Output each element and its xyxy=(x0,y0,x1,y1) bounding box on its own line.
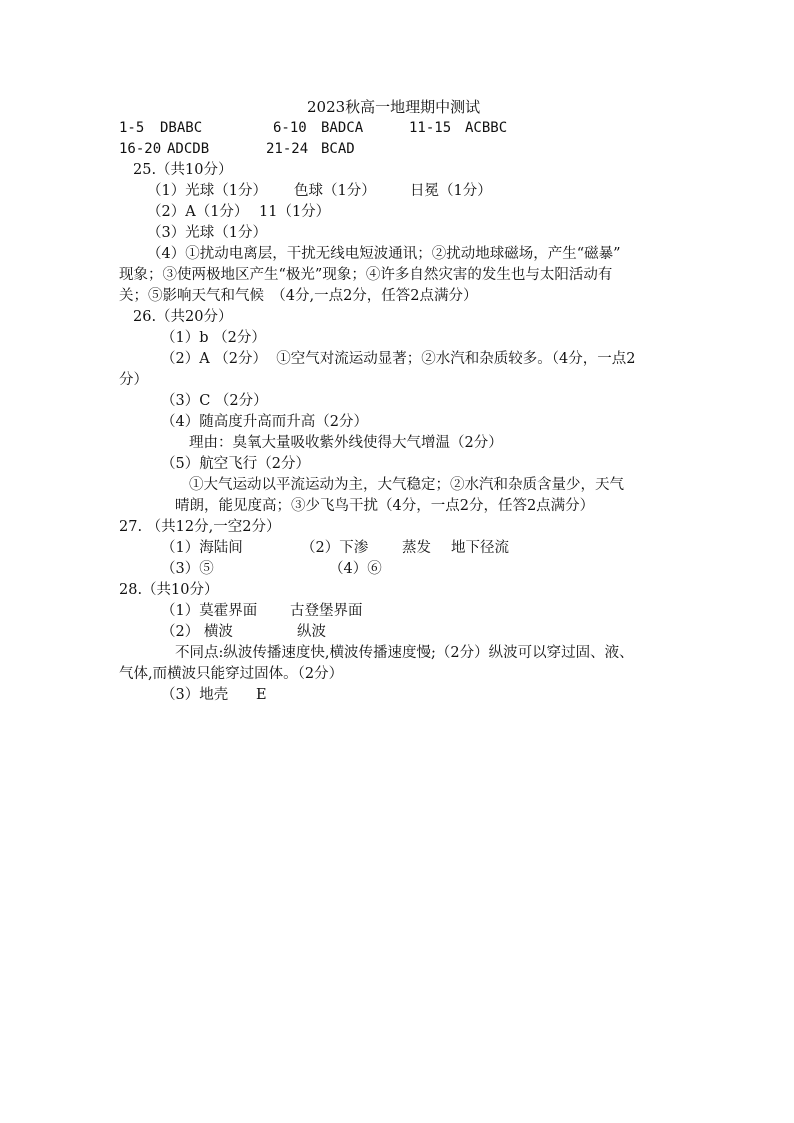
answer-line: 古登堡界面 xyxy=(290,603,363,619)
question-header: 26.（共20分） xyxy=(133,309,233,325)
answer-line: 理由：臭氧大量吸收紫外线使得大气增温（2分） xyxy=(189,435,503,451)
answer-line: （2）下渗 xyxy=(301,540,369,556)
answer-line: （3）⑤ xyxy=(161,561,214,577)
page-title: 2023秋高一地理期中测试 xyxy=(307,98,481,116)
answer-line: （1）光球（1分） xyxy=(147,183,267,199)
answer-line: 11（1分） xyxy=(259,204,331,220)
question-header: 27. （共12分,一空2分） xyxy=(119,519,281,535)
answer-line: （1）莫霍界面 xyxy=(161,603,258,619)
answer-line: 气体,而横波只能穿过固体。（2分） xyxy=(119,666,344,682)
answer-line: 晴朗，能见度高；③少飞鸟干扰（4分，一点2分，任答2点满分） xyxy=(175,498,595,514)
answer-line: 不同点:纵波传播速度快,横波传播速度慢;（2分）纵波可以穿过固、液、 xyxy=(175,645,634,661)
answer-line: （4）①扰动电离层，干扰无线电短波通讯；②扰动地球磁场，产生“磁暴” xyxy=(147,246,621,262)
answer-line: 分） xyxy=(119,372,148,388)
answer-letters: BADCA xyxy=(321,120,364,136)
answer-range: 6-10 xyxy=(273,120,307,136)
question-header: 28.（共10分） xyxy=(119,582,219,598)
answer-letters: ACBBC xyxy=(465,120,508,136)
answer-line: （1）海陆间 xyxy=(161,540,243,556)
answer-line: （2） 横波 xyxy=(161,624,233,640)
answer-range: 11-15 xyxy=(409,120,452,136)
answer-line: （3）C （2分） xyxy=(161,393,268,409)
answer-range: 16-20 xyxy=(119,141,162,157)
answer-line: 纵波 xyxy=(297,624,326,640)
answer-line: 色球（1分） xyxy=(294,183,376,199)
answer-line: （3）光球（1分） xyxy=(147,225,267,241)
answer-line: 日冕（1分） xyxy=(410,183,492,199)
answer-range: 1-5 xyxy=(119,120,145,136)
question-header: 25.（共10分） xyxy=(133,162,233,178)
answer-line: 蒸发 xyxy=(402,540,431,556)
answer-line: （3）地壳 xyxy=(161,687,229,703)
answer-line: （2）A（1分） xyxy=(147,204,249,220)
answer-line: （5）航空飞行（2分） xyxy=(161,456,310,472)
answer-letters: ADCDB xyxy=(167,141,210,157)
answer-letters: BCAD xyxy=(321,141,355,157)
answer-line: 关；⑤影响天气和气候 （4分,一点2分，任答2点满分） xyxy=(119,288,478,304)
answer-line: ①大气运动以平流运动为主，大气稳定；②水汽和杂质含量少，天气 xyxy=(189,477,624,493)
answer-line: （4）随高度升高而升高（2分） xyxy=(161,414,368,430)
answer-line: （4）⑥ xyxy=(329,561,382,577)
answer-range: 21-24 xyxy=(266,141,309,157)
answer-line: （2）A （2分） ①空气对流运动显著；②水汽和杂质较多。（4分，一点2 xyxy=(161,351,636,367)
answer-letters: DBABC xyxy=(160,120,203,136)
answer-line: E xyxy=(256,687,267,703)
answer-line: 现象；③使两极地区产生“极光”现象；④许多自然灾害的发生也与太阳活动有 xyxy=(119,267,613,283)
answer-line: （1）b （2分） xyxy=(161,330,266,346)
answer-line: 地下径流 xyxy=(451,540,509,556)
